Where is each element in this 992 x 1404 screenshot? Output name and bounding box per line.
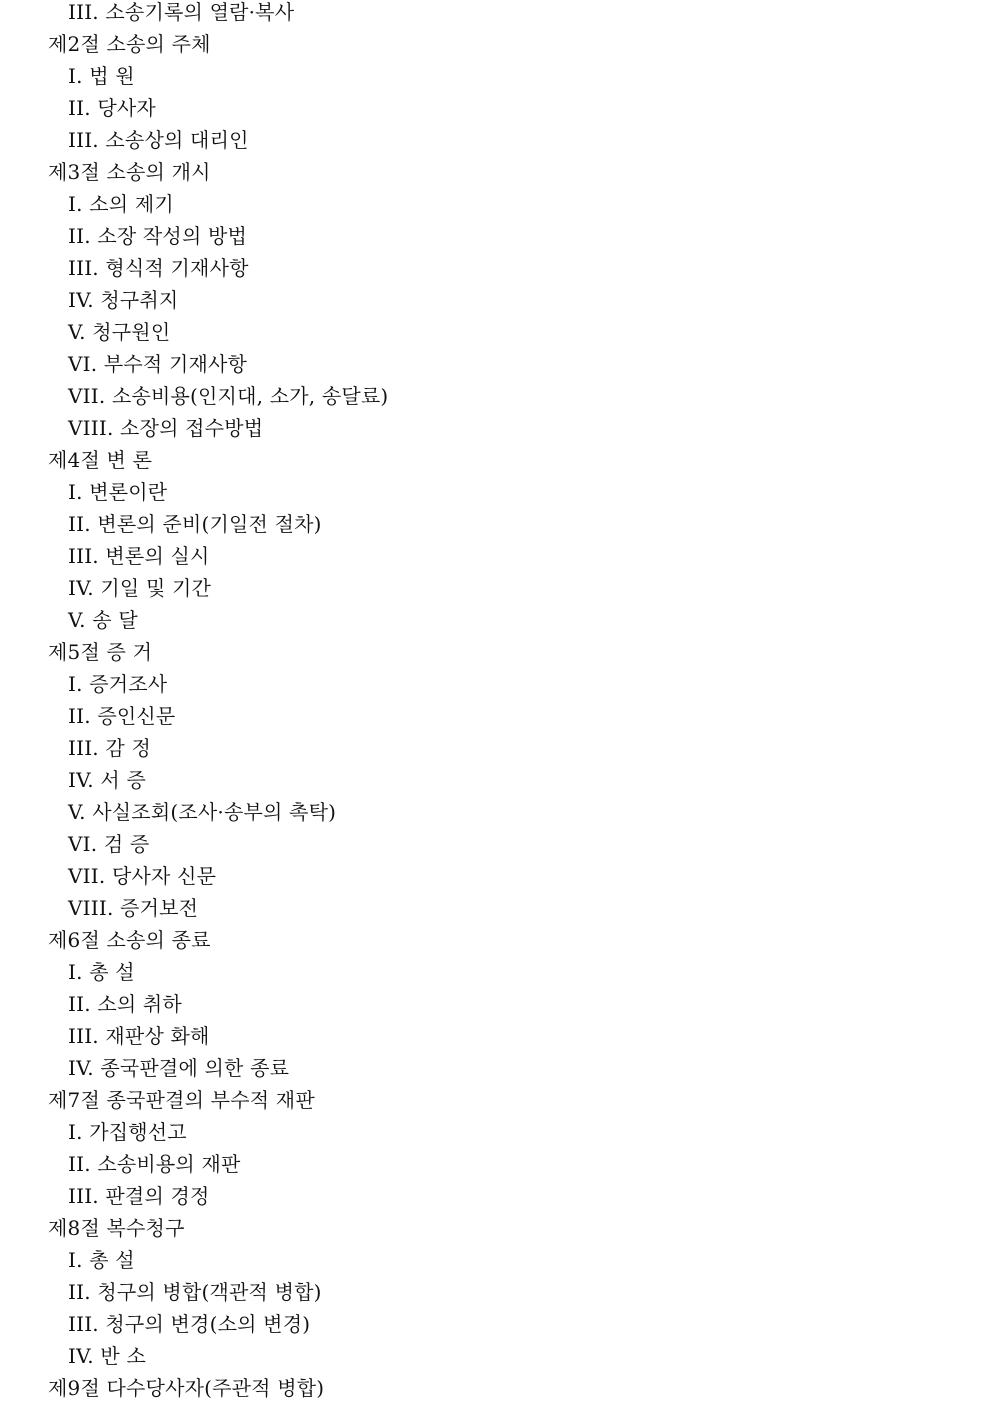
toc-chapter-heading: 제2절 소송의 주체	[48, 32, 211, 56]
toc-section-item: I. 총 설	[68, 1248, 135, 1272]
toc-section-item: I. 법 원	[68, 64, 135, 88]
toc-section-item: V. 송 달	[68, 608, 138, 632]
toc-section-item: IV. 서 증	[68, 768, 146, 792]
toc-section-item: VII. 당사자 신문	[68, 864, 217, 888]
toc-section-item: VI. 검 증	[68, 832, 150, 856]
toc-section-item: II. 소의 취하	[68, 992, 182, 1016]
toc-section-item: IV. 청구취지	[68, 288, 179, 312]
toc-section-item: III. 변론의 실시	[68, 544, 210, 568]
toc-chapter-heading: 제6절 소송의 종료	[48, 928, 211, 952]
toc-section-item: II. 증인신문	[68, 704, 176, 728]
toc-section-item: I. 가집행선고	[68, 1120, 187, 1144]
toc-section-item: III. 재판상 화해	[68, 1024, 210, 1048]
toc-chapter-heading: 제4절 변 론	[48, 448, 153, 472]
toc-section-item: V. 청구원인	[68, 320, 171, 344]
toc-chapter-heading: 제9절 다수당사자(주관적 병합)	[48, 1376, 325, 1400]
toc-section-item: III. 소송상의 대리인	[68, 128, 249, 152]
toc-section-item: IV. 기일 및 기간	[68, 576, 212, 600]
toc-chapter-heading: 제7절 종국판결의 부수적 재판	[48, 1088, 315, 1112]
toc-section-item: III. 청구의 변경(소의 변경)	[68, 1312, 311, 1336]
toc-section-item: II. 소송비용의 재판	[68, 1152, 241, 1176]
toc-section-item: VI. 부수적 기재사항	[68, 352, 248, 376]
toc-section-item: V. 사실조회(조사·송부의 촉탁)	[68, 800, 337, 824]
toc-chapter-heading: 제5절 증 거	[48, 640, 153, 664]
toc-section-item: I. 변론이란	[68, 480, 168, 504]
toc-section-item: I. 소의 제기	[68, 192, 174, 216]
toc-section-item: I. 총 설	[68, 960, 135, 984]
toc-section-item: VIII. 소장의 접수방법	[68, 416, 264, 440]
toc-section-item: II. 변론의 준비(기일전 절차)	[68, 512, 322, 536]
toc-section-item: III. 형식적 기재사항	[68, 256, 249, 280]
toc-section-item: III. 소송기록의 열람·복사	[68, 0, 295, 24]
toc-chapter-heading: 제8절 복수청구	[48, 1216, 185, 1240]
toc-section-item: III. 판결의 경정	[68, 1184, 210, 1208]
toc-section-item: VII. 소송비용(인지대, 소가, 송달료)	[68, 384, 389, 408]
toc-section-item: III. 감 정	[68, 736, 152, 760]
toc-section-item: IV. 종국판결에 의한 종료	[68, 1056, 290, 1080]
toc-section-item: VIII. 증거보전	[68, 896, 199, 920]
toc-chapter-heading: 제3절 소송의 개시	[48, 160, 211, 184]
toc-section-item: IV. 반 소	[68, 1344, 146, 1368]
toc-section-item: I. 증거조사	[68, 672, 168, 696]
toc-section-item: II. 청구의 병합(객관적 병합)	[68, 1280, 322, 1304]
toc-section-item: II. 당사자	[68, 96, 156, 120]
toc-section-item: II. 소장 작성의 방법	[68, 224, 248, 248]
